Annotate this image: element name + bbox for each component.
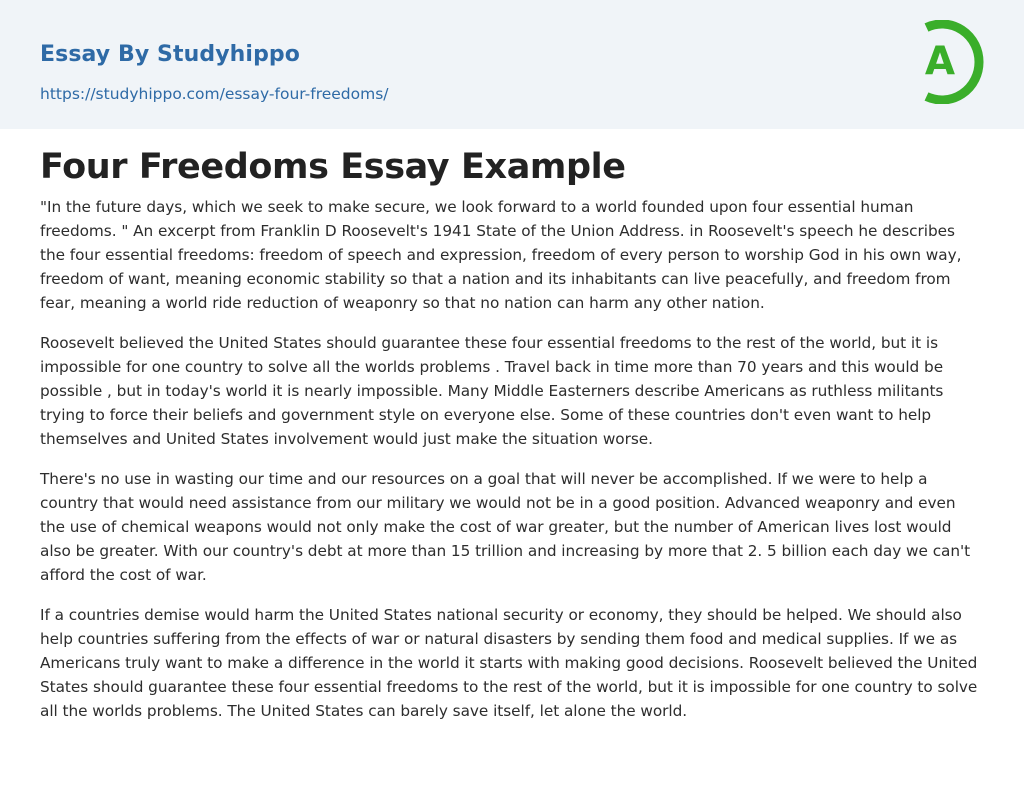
studyhippo-logo-icon[interactable] (912, 20, 986, 104)
essay-paragraph: There's no use in wasting our time and our resources on a goal that will never be accomplished. If we were to help a country that would need assistance from our military we would not be in a good position. Advanced weaponry and even the use of chemical weapons would not only make the cost of war greater, but the number of American lives lost would also be greater. With our country's debt at more than 15 trillion and increasing by more that 2. 5 billion each day we can't afford the cost of war. (40, 470, 971, 584)
essay-paragraph: If a countries demise would harm the United States national security or economy, they should be helped. We should also help countries suffering from the effects of war or natural disasters by sending them food and medical supplies. If we as Americans truly want to make a difference in the world it starts with making good decisions. Roosevelt believed the United States should guarantee these four essential freedoms to the rest of the world, but it is impossible for one country to solve all the worlds problems. The United States can barely save itself, let alone the world. (40, 606, 978, 720)
page-title: Four Freedoms Essay Example (40, 147, 626, 187)
site-header (0, 0, 1024, 129)
article (40, 143, 984, 739)
brand-title[interactable]: Essay By Studyhippo (40, 42, 300, 67)
essay-paragraph: Roosevelt believed the United States should guarantee these four essential freedoms to the rest of the world, but it is impossible for one country to solve all the worlds problems . Travel back in time more than 70 years and this would be possible , but in today's world it is nearly impossible. Many Middle Easterners describe Americans as ruthless militants trying to force their beliefs and government style on everyone else. Some of these countries don't even want to help themselves and United States involvement would just make the situation worse. (40, 334, 944, 448)
logo-letter: A (924, 39, 956, 84)
page-url-link[interactable]: https://studyhippo.com/essay-four-freedoms/ (40, 85, 389, 103)
essay-paragraph: "In the future days, which we seek to make secure, we look forward to a world founded upon four essential human freedoms. " An excerpt from Franklin D Roosevelt's 1941 State of the Union Address. in Roosevelt's speech he describes the four essential freedoms: freedom of speech and expression, freedom of every person to worship God in his own way, freedom of want, meaning economic stability so that a nation and its inhabitants can live peacefully, and freedom from fear, meaning a world ride reduction of weaponry so that no nation can harm any other nation. (40, 198, 962, 312)
